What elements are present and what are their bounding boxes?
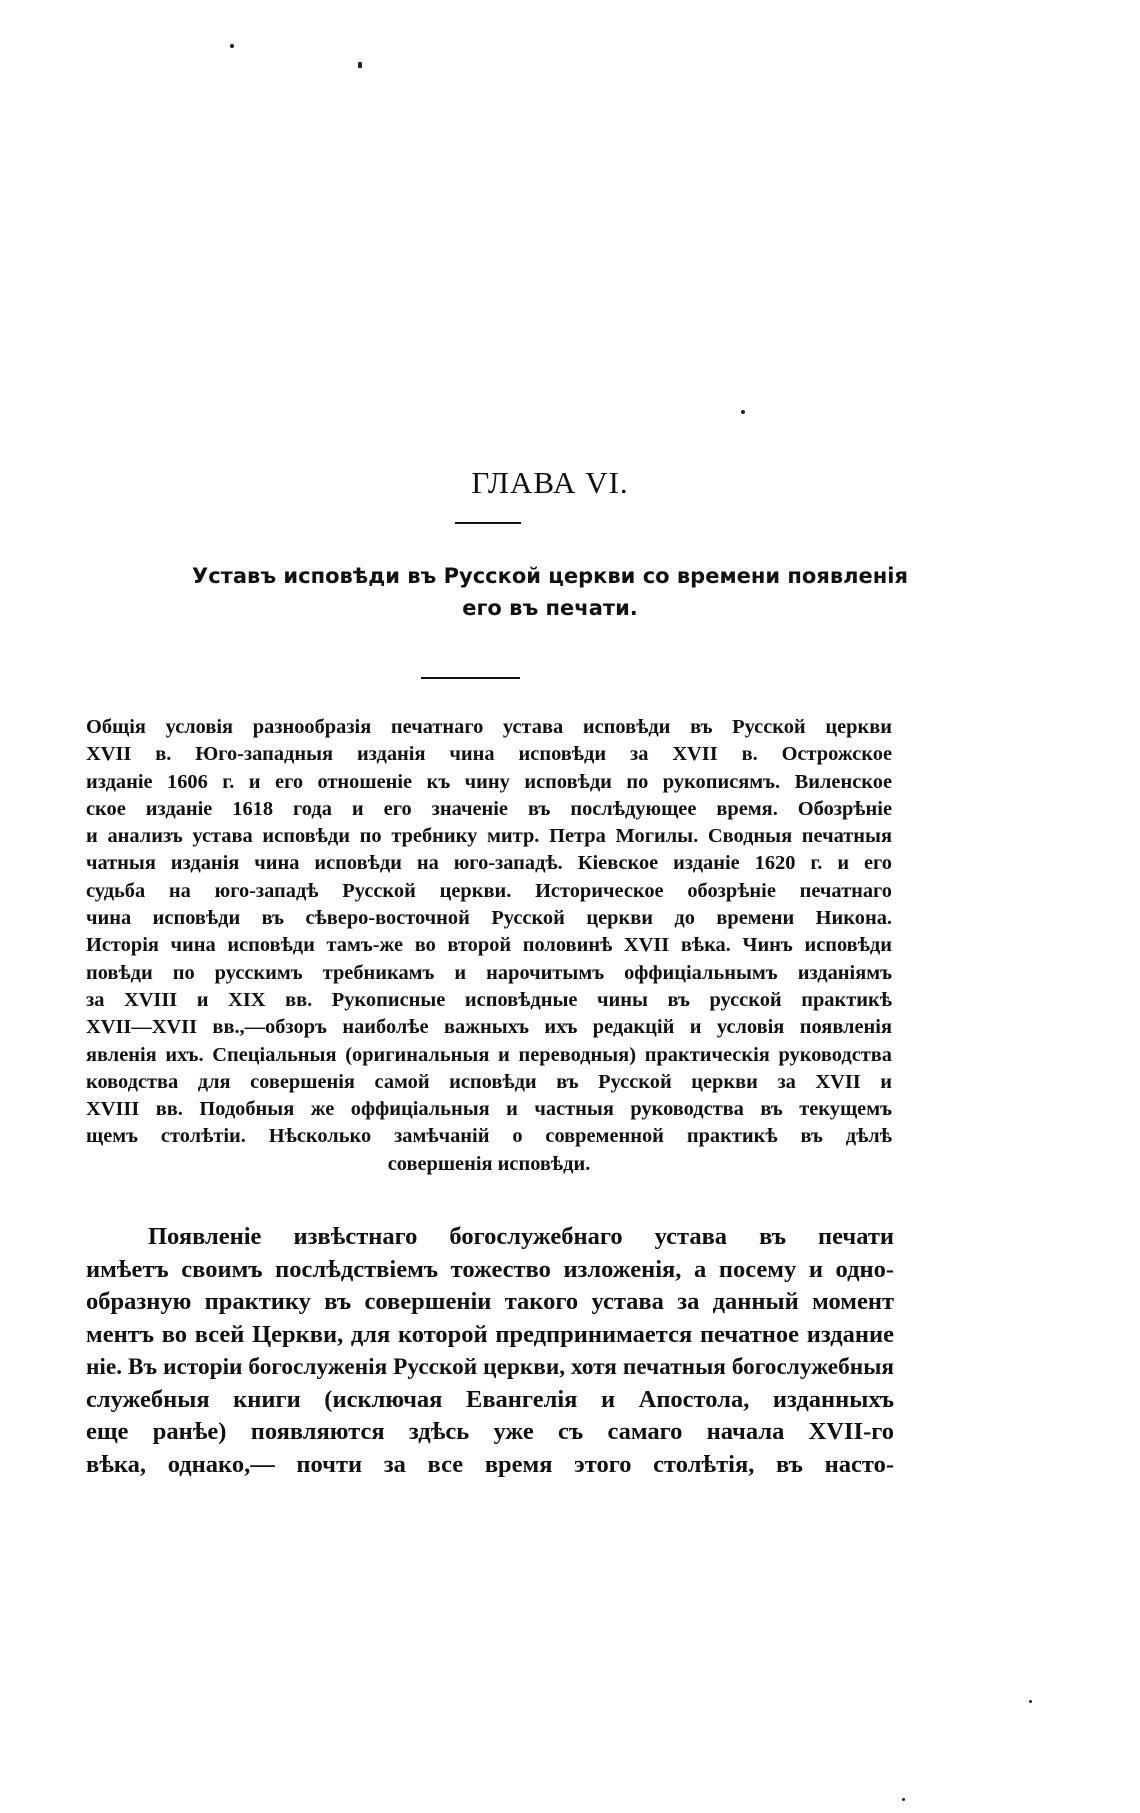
summary-line: XVII—XVII вв.,—обзоръ наиболѣе важныхъ ихъ редакцій и условія появленія [86,1016,892,1039]
summary-line: изданіе 1606 г. и его отношеніе къ чину исповѣди по рукописямъ. Виленское [86,770,892,793]
body-paragraph [86,1221,894,1481]
subtitle-line: Уставъ исповѣди въ Русской церкви со времени появленія [192,564,908,588]
summary-line: щемъ столѣтіи. Нѣсколько замѣчаній о современной практикѣ въ дѣлѣ [86,1125,892,1148]
body-line: образную практику въ совершеніи такого устава за данный момент [86,1288,894,1315]
subtitle-divider [421,677,520,679]
summary-line: повѣди по русскимъ требникамъ и нарочитымъ оффиціальнымъ изданіямъ [86,961,892,984]
body-line: ментъ во всей Церкви, для которой предпринимается печатное издание [86,1320,894,1348]
body-line: служебныя книги (исключая Евангелія и Апостола, изданныхъ [86,1385,894,1413]
summary-line: за XVIII и XIX вв. Рукописные исповѣдные чины въ русской практикѣ [86,988,892,1011]
scan-speck [1029,1700,1032,1703]
summary-line: чатныя изданія чина исповѣди на юго-западѣ. Кіевское изданіе 1620 г. и его [86,852,892,875]
chapter-subtitle [120,560,980,624]
scan-speck [741,410,745,414]
body-line: имѣетъ своимъ послѣдствіемъ тожество изложенія, а посему и одно- [86,1255,894,1283]
summary-line: судьба на юго-западѣ Русской церкви. Историческое обозрѣніе печатнаго [86,879,892,902]
summary-line: XVII в. Юго-западныя изданія чина исповѣди за XVII в. Острожское [86,743,892,766]
summary-line: ководства для совершенія самой исповѣди въ Русской церкви за XVII и [86,1070,892,1093]
scan-speck [358,62,362,68]
summary-line: XVIII вв. Подобныя же оффиціальныя и частныя руководства въ текущемъ [86,1098,892,1121]
summary-line: ское изданіе 1618 года и его значеніе въ послѣдующее время. Обозрѣніе [86,797,892,820]
summary-line: совершенія исповѣди. [387,1152,591,1175]
summary-line: Общія условія разнообразія печатнаго устава исповѣди въ Русской церкви [86,716,892,738]
summary-line: и анализъ устава исповѣди по требнику митр. Петра Могилы. Сводныя печатныя [86,825,892,848]
scan-speck [902,1798,905,1801]
chapter-summary [86,714,892,1178]
body-line: Появленіе извѣстнаго богослужебнаго устава въ печати [148,1223,894,1250]
summary-line: явленія ихъ. Спеціальныя (оригинальныя и переводныя) практическія руководства [86,1043,892,1066]
body-line: вѣка, однако,— почти за все время этого столѣтія, въ насто- [86,1450,894,1478]
scan-speck [230,44,234,48]
summary-line: Исторія чина исповѣди тамъ-же во второй половинѣ XVII вѣка. Чинъ исповѣди [86,934,892,957]
title-divider [455,522,521,524]
body-line: еще ранѣе) появляются здѣсь уже съ самаго начала XVII-го [86,1418,894,1445]
chapter-title: ГЛАВА VI. [471,465,629,500]
body-line: ніе. Въ исторіи богослуженія Русской церкви, хотя печатныя богослужебныя [86,1354,894,1380]
subtitle-line: его въ печати. [462,596,638,620]
summary-line: чина исповѣди въ сѣверо-восточной Русской церкви до времени Никона. [86,907,892,930]
